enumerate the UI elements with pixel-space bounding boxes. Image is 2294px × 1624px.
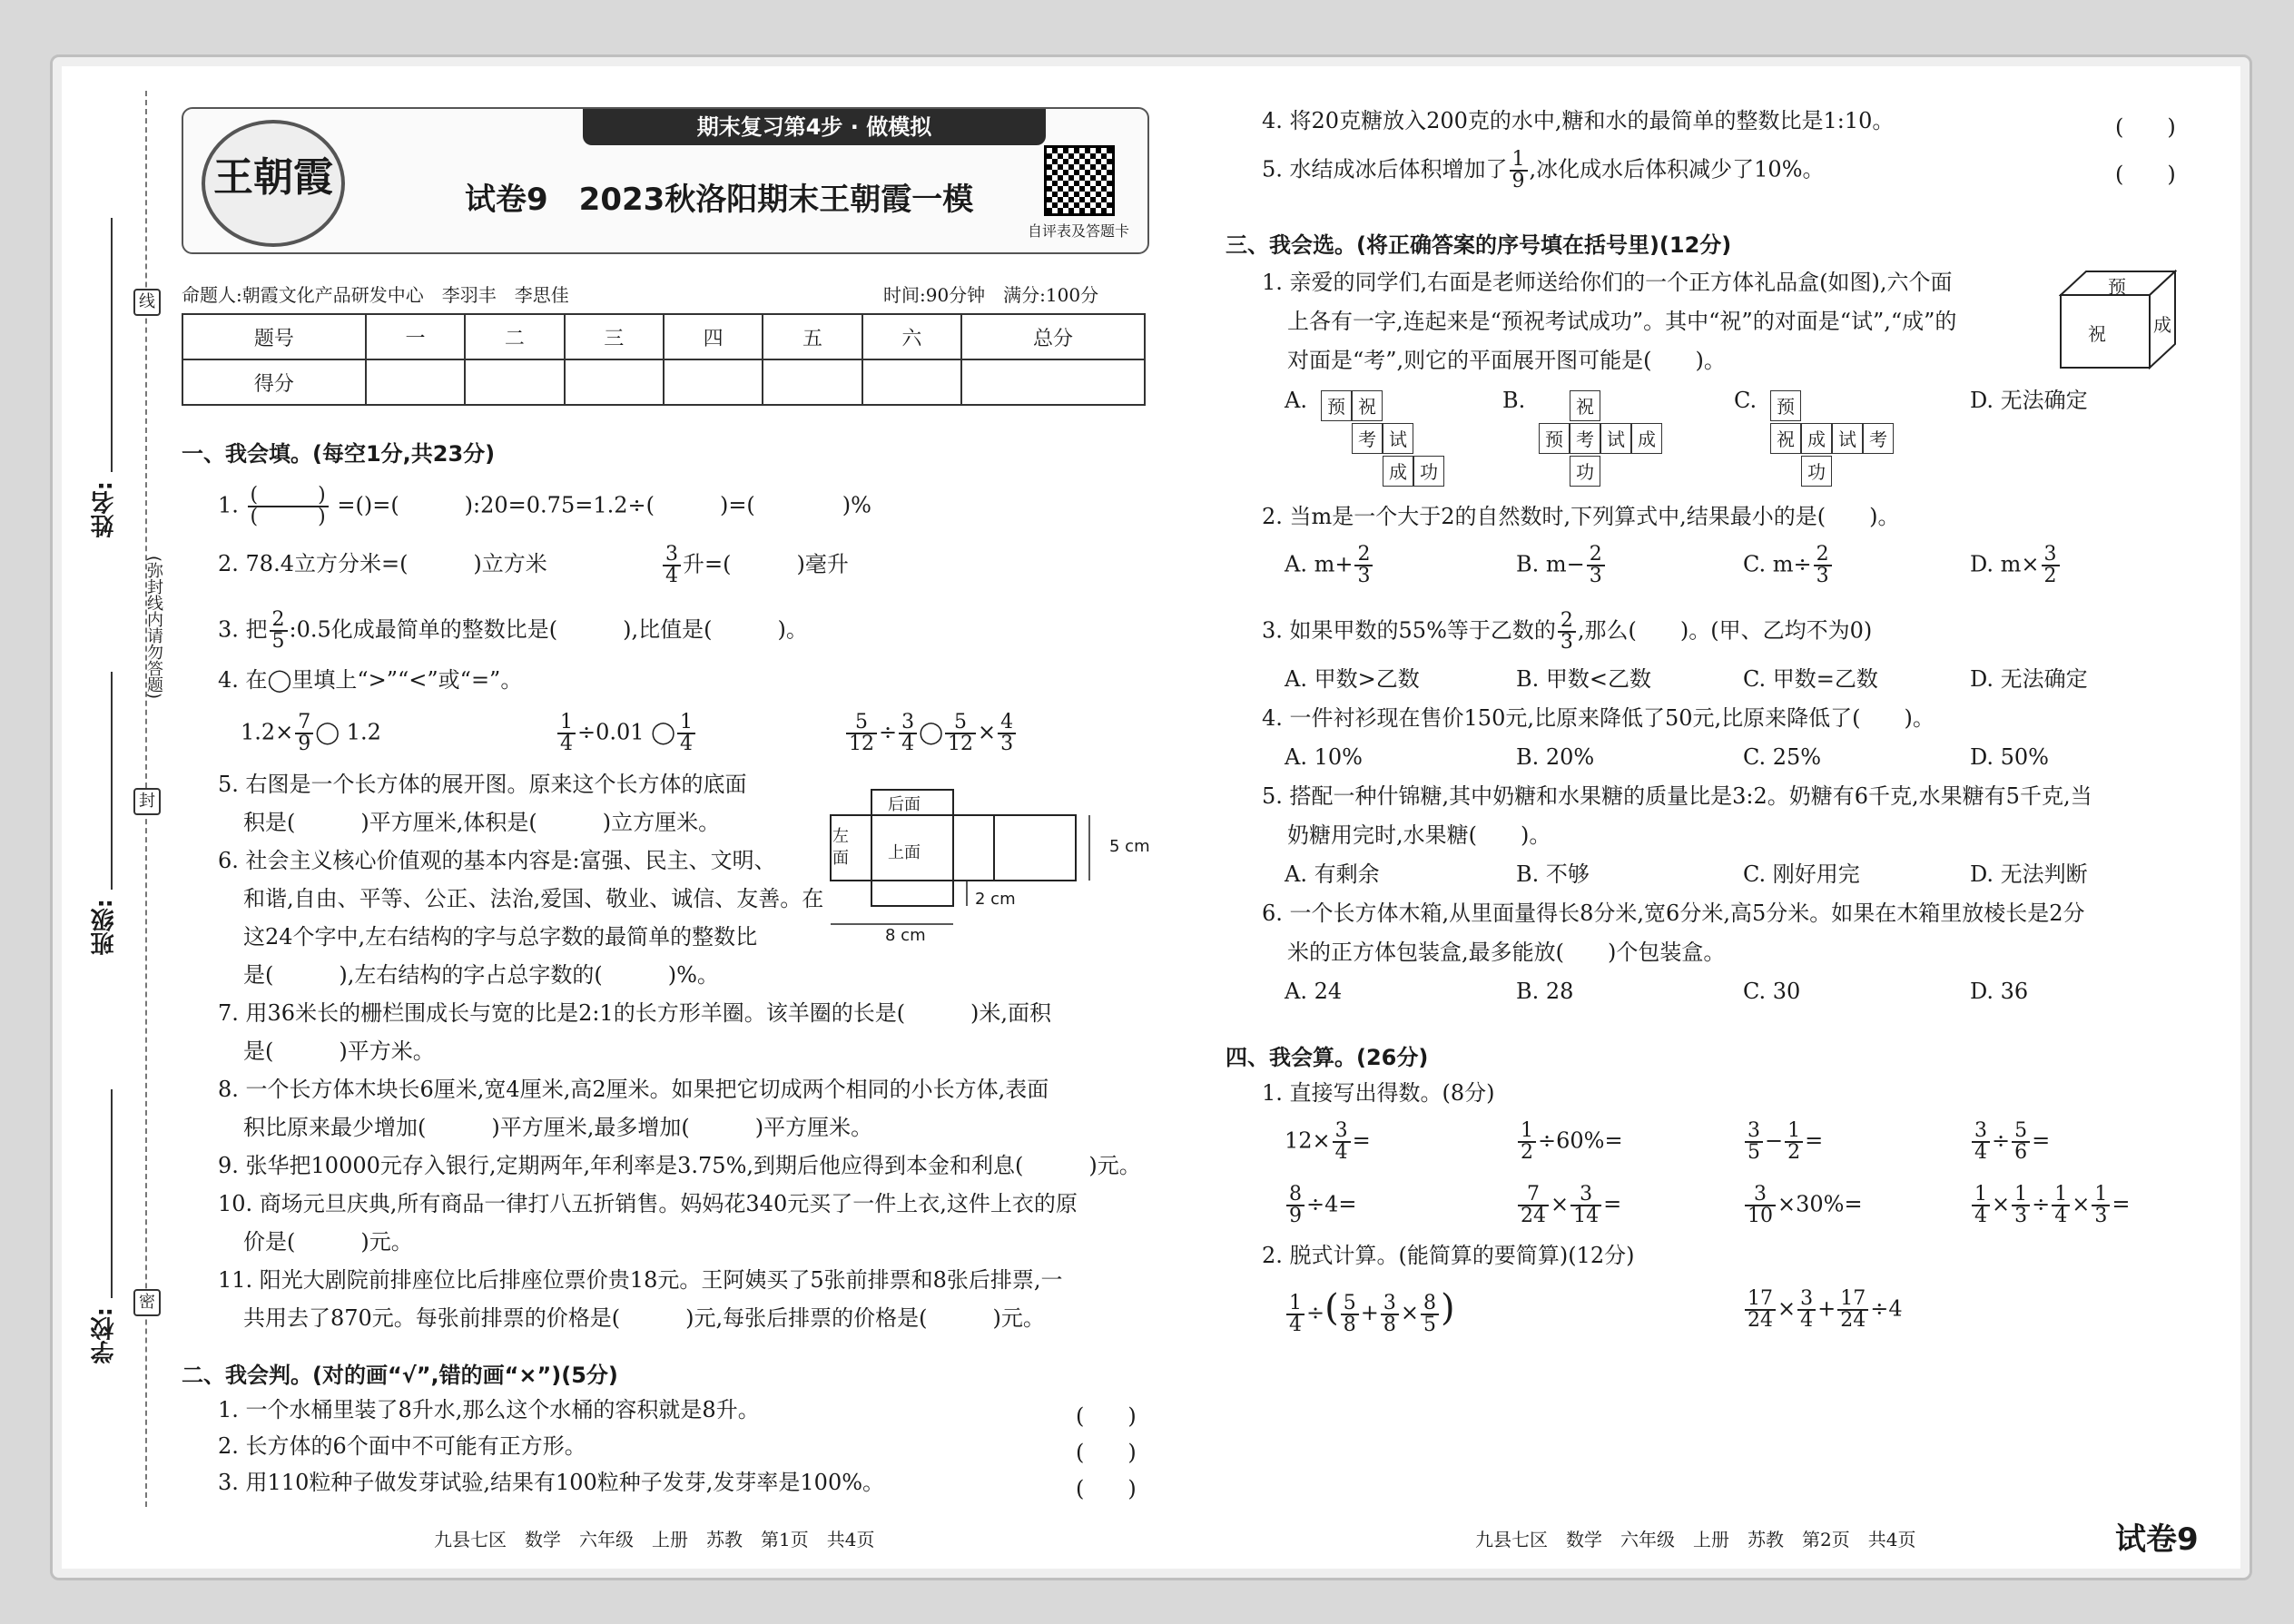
option-c[interactable]: C. <box>1734 388 1757 413</box>
brand-logo: 王朝霞 <box>202 120 345 247</box>
option-c[interactable]: C. m÷ $\frac{2}{3}$ <box>1743 545 1834 586</box>
banner: 期末复习第4步 · 做模拟 <box>583 109 1046 145</box>
expression: $\frac{17}{24}$ × $\frac{3}{4}$ + $\frac{17}{24}$ ÷4 <box>1743 1289 1903 1331</box>
choice-question-1-cont: 上各有一字,连起来是“预祝考试成功”。其中“祝”的对面是“试”,“成”的 <box>1287 309 1957 334</box>
question-1-9: 9. 张华把10000元存入银行,定期两年,年利率是3.75%,到期后他应得到本金和利息( )元。 <box>218 1153 1141 1178</box>
seal-mark: 线 <box>133 289 161 316</box>
exam-time: 时间:90分钟 满分:100分 <box>883 284 1099 306</box>
section-1-title: 一、我会填。(每空1分,共23分) <box>182 441 496 467</box>
question-1-4b: $\frac{1}{4}$ ÷0.01 ◯ $\frac{1}{4}$ <box>556 713 697 754</box>
cube-front-label: 祝 <box>2088 323 2106 345</box>
section-3-title: 三、我会选。(将正确答案的序号填在括号里)(12分) <box>1226 232 1732 258</box>
school-field[interactable] <box>111 1089 113 1298</box>
answer-blank[interactable]: ( ) <box>1076 1476 1137 1501</box>
qr-caption: 自评表及答题卡 <box>1028 222 1130 240</box>
class-label: 班级: <box>91 899 118 956</box>
question-1-4: 4. 在◯里填上“>”“<”或“=”。 <box>218 667 523 693</box>
answer-blank[interactable]: ( ) <box>1076 1403 1137 1429</box>
judge-item: 3. 用110粒种子做发芽试验,结果有100粒种子发芽,发芽率是100%。 <box>218 1470 885 1495</box>
net-height-label: 5 cm <box>1109 837 1150 856</box>
calc-question-2: 2. 脱式计算。(能简算的要简算)(12分) <box>1262 1243 1635 1268</box>
choice-question-1: 1. 亲爱的同学们,右面是老师送给你们的一个正方体礼品盒(如图),六个面 <box>1262 270 1953 295</box>
option-d[interactable]: D. 无法确定 <box>1970 388 2088 413</box>
option-a[interactable]: A. 10% <box>1285 744 1363 770</box>
qr-code-icon[interactable] <box>1044 145 1115 216</box>
expression: 12× $\frac{3}{4}$ = <box>1285 1119 1371 1164</box>
choice-question-5: 5. 搭配一种什锦糖,其中奶糖和水果糖的质量比是3:2。奶糖有6千克,水果糖有5千克,当 <box>1262 783 2092 809</box>
question-1-4c: $\frac{5}{12}$ ÷ $\frac{3}{4}$ ◯ $\frac{5}{12}$ × $\frac{4}{3}$ <box>844 713 1018 754</box>
page-title: 试卷9 2023秋洛阳期末王朝霞一模 <box>465 182 974 218</box>
judge-item: 1. 一个水桶里装了8升水,那么这个水桶的容积就是8升。 <box>218 1397 760 1422</box>
score-table <box>182 313 1146 406</box>
paper-badge: 试卷9 <box>2115 1521 2199 1558</box>
judge-item: 5. 水结成冰后体积增加了 $\frac{1}{9}$ ,冰化成水后体积减少了10%。 <box>1262 148 1825 192</box>
choice-question-2: 2. 当m是一个大于2的自然数时,下列算式中,结果最小的是( )。 <box>1262 504 1900 529</box>
authors: 命题人:朝霞文化产品研发中心 李羽丰 李思佳 <box>182 284 569 306</box>
choice-question-3: 3. 如果甲数的55%等于乙数的 $\frac{2}{3}$ ,那么( )。(甲、乙均不为0) <box>1262 609 1873 654</box>
expression: $\frac{7}{24}$ × $\frac{3}{14}$ = <box>1516 1185 1621 1226</box>
option-b[interactable]: B. 甲数<乙数 <box>1516 666 1652 692</box>
question-1-6-cont: 和谐,自由、平等、公正、法治,爱国、敬业、诚信、友善。在 <box>243 886 824 911</box>
name-label: 姓名: <box>91 481 118 538</box>
question-1-3: 3. 把 $\frac{2}{5}$ :0.5化成最简单的整数比是( ),比值是( )。 <box>218 608 808 653</box>
question-1-4a: 1.2× $\frac{7}{9}$ ◯ 1.2 <box>241 711 381 755</box>
expression: $\frac{1}{4}$ ÷( $\frac{5}{8}$ + $\frac{3}{8}$ × $\frac{8}{5}$ ) <box>1285 1289 1455 1335</box>
option-d[interactable]: D. 无法确定 <box>1970 666 2088 692</box>
net-option-a: 预 祝 考 试 成 功 <box>1321 390 1448 490</box>
option-b[interactable]: B. 20% <box>1516 744 1595 770</box>
section-4-title: 四、我会算。(26分) <box>1226 1045 1429 1070</box>
option-c[interactable]: C. 30 <box>1743 979 1801 1004</box>
option-a[interactable]: A. 有剩余 <box>1285 861 1380 887</box>
question-1-6-cont: 这24个字中,左右结构的字与总字数的最简单的整数比 <box>243 924 758 950</box>
option-b[interactable]: B. m− $\frac{2}{3}$ <box>1516 545 1607 586</box>
net-option-c: 预 祝 成 试 考 功 <box>1770 390 1897 490</box>
expression: $\frac{8}{9}$ ÷4= <box>1285 1185 1357 1226</box>
cuboid-net-figure <box>822 788 1157 947</box>
judge-item: 2. 长方体的6个面中不可能有正方形。 <box>218 1433 586 1459</box>
option-b[interactable]: B. 不够 <box>1516 861 1590 887</box>
expression: $\frac{1}{2}$ ÷60%= <box>1516 1121 1623 1163</box>
net-width-label: 2 cm <box>975 890 1016 909</box>
question-1-2: 2. 78.4立方分米=( )立方米 <box>218 551 547 576</box>
page-footer: 九县七区 数学 六年级 上册 苏教 第1页 共4页 <box>434 1529 875 1550</box>
class-field[interactable] <box>111 672 113 890</box>
option-c[interactable]: C. 25% <box>1743 744 1822 770</box>
question-1-10-cont: 价是( )元。 <box>243 1229 413 1255</box>
exam-header <box>182 107 1149 254</box>
expression: $\frac{3}{10}$ ×30%= <box>1743 1185 1863 1226</box>
option-b[interactable]: B. 28 <box>1516 979 1574 1004</box>
choice-question-5-cont: 奶糖用完时,水果糖( )。 <box>1287 822 1551 848</box>
option-d[interactable]: D. 50% <box>1970 744 2049 770</box>
net-back-label: 后面 <box>888 795 921 814</box>
judge-item: 4. 将20克糖放入200克的水中,糖和水的最简单的整数比是1:10。 <box>1262 108 1895 133</box>
question-1-5-cont: 积是( )平方厘米,体积是( )立方厘米。 <box>243 810 721 835</box>
question-1-5: 5. 右图是一个长方体的展开图。原来这个长方体的底面 <box>218 772 747 797</box>
question-1-11: 11. 阳光大剧院前排座位比后排座位票价贵18元。王阿姨买了5张前排票和8张后排票,一 <box>218 1267 1063 1293</box>
option-d[interactable]: D. 无法判断 <box>1970 861 2088 887</box>
question-1-7: 7. 用36米长的栅栏围成长与宽的比是2:1的长方形羊圈。该羊圈的长是( )米,面积 <box>218 1000 1052 1026</box>
question-1-7-cont: 是( )平方米。 <box>243 1038 435 1064</box>
choice-question-6: 6. 一个长方体木箱,从里面量得长8分米,宽6分米,高5分米。如果在木箱里放棱长是2分 <box>1262 901 2085 926</box>
answer-blank[interactable]: ( ) <box>2115 114 2176 140</box>
table-row: 得分 <box>182 359 1145 405</box>
option-a[interactable]: A. 甲数>乙数 <box>1285 666 1420 692</box>
cube-top-label: 预 <box>2108 276 2126 298</box>
question-1-2b: $\frac{3}{4}$ 升=( )毫升 <box>661 545 849 586</box>
calc-question-1: 1. 直接写出得数。(8分) <box>1262 1080 1495 1106</box>
seal-mark: 密 <box>133 1289 161 1316</box>
cube-side-label: 成 <box>2153 314 2171 336</box>
net-length-label: 8 cm <box>885 926 926 945</box>
question-1-8: 8. 一个长方体木块长6厘米,宽4厘米,高2厘米。如果把它切成两个相同的小长方体,表面 <box>218 1077 1049 1102</box>
option-a[interactable]: A. 24 <box>1285 979 1343 1004</box>
option-a[interactable]: A. m+ $\frac{2}{3}$ <box>1285 545 1374 586</box>
option-c[interactable]: C. 甲数=乙数 <box>1743 666 1878 692</box>
name-field[interactable] <box>111 218 113 472</box>
net-left-label: 左面 <box>832 827 849 868</box>
question-1-6: 6. 社会主义核心价值观的基本内容是:富强、民主、文明、 <box>218 848 776 873</box>
question-1-6-cont: 是( ),左右结构的字占总字数的( )%。 <box>243 962 719 988</box>
option-c[interactable]: C. 刚好用完 <box>1743 861 1860 887</box>
option-b[interactable]: B. <box>1502 388 1526 413</box>
choice-question-4: 4. 一件衬衫现在售价150元,比原来降低了50元,比原来降低了( )。 <box>1262 705 1935 731</box>
choice-question-6-cont: 米的正方体包装盒,最多能放( )个包装盒。 <box>1287 940 1726 965</box>
question-1-1: 1. $\frac{( )}{( )}$ =()=( ):20=0.75=1.2÷( )=( )% <box>218 484 871 528</box>
question-1-10: 10. 商场元旦庆典,所有商品一律打八五折销售。妈妈花340元买了一件上衣,这件上衣的原 <box>218 1191 1078 1216</box>
net-top-label: 上面 <box>888 843 921 862</box>
page-footer: 九县七区 数学 六年级 上册 苏教 第2页 共4页 <box>1475 1529 1916 1550</box>
section-2-title: 二、我会判。(对的画“√”,错的画“×”)(5分) <box>182 1363 618 1388</box>
question-1-8-cont: 积比原来最少增加( )平方厘米,最多增加( )平方厘米。 <box>243 1115 873 1140</box>
option-d[interactable]: D. m× $\frac{3}{2}$ <box>1970 545 2062 586</box>
net-option-b: 祝 预 考 试 成 功 <box>1539 390 1666 490</box>
expression: $\frac{1}{4}$ × $\frac{1}{3}$ ÷ $\frac{1}{4}$ × $\frac{1}{3}$ = <box>1970 1185 2130 1226</box>
seal-note: (弥封线内请勿答题) <box>144 556 163 700</box>
question-1-11-cont: 共用去了870元。每张前排票的价格是( )元,每张后排票的价格是( )元。 <box>243 1305 1045 1331</box>
option-d[interactable]: D. 36 <box>1970 979 2029 1004</box>
school-label: 学校: <box>91 1307 118 1364</box>
answer-blank[interactable]: ( ) <box>2115 162 2176 187</box>
choice-question-1-cont: 对面是“考”,则它的平面展开图可能是( )。 <box>1287 348 1726 373</box>
option-a[interactable]: A. <box>1285 388 1307 413</box>
answer-blank[interactable]: ( ) <box>1076 1440 1137 1465</box>
seal-mark: 封 <box>133 788 161 815</box>
table-row: 题号 一 二 三 四 五 六 总分 <box>182 314 1145 359</box>
expression: $\frac{3}{5}$ − $\frac{1}{2}$ = <box>1743 1121 1823 1163</box>
expression: $\frac{3}{4}$ ÷ $\frac{5}{6}$ = <box>1970 1121 2050 1163</box>
